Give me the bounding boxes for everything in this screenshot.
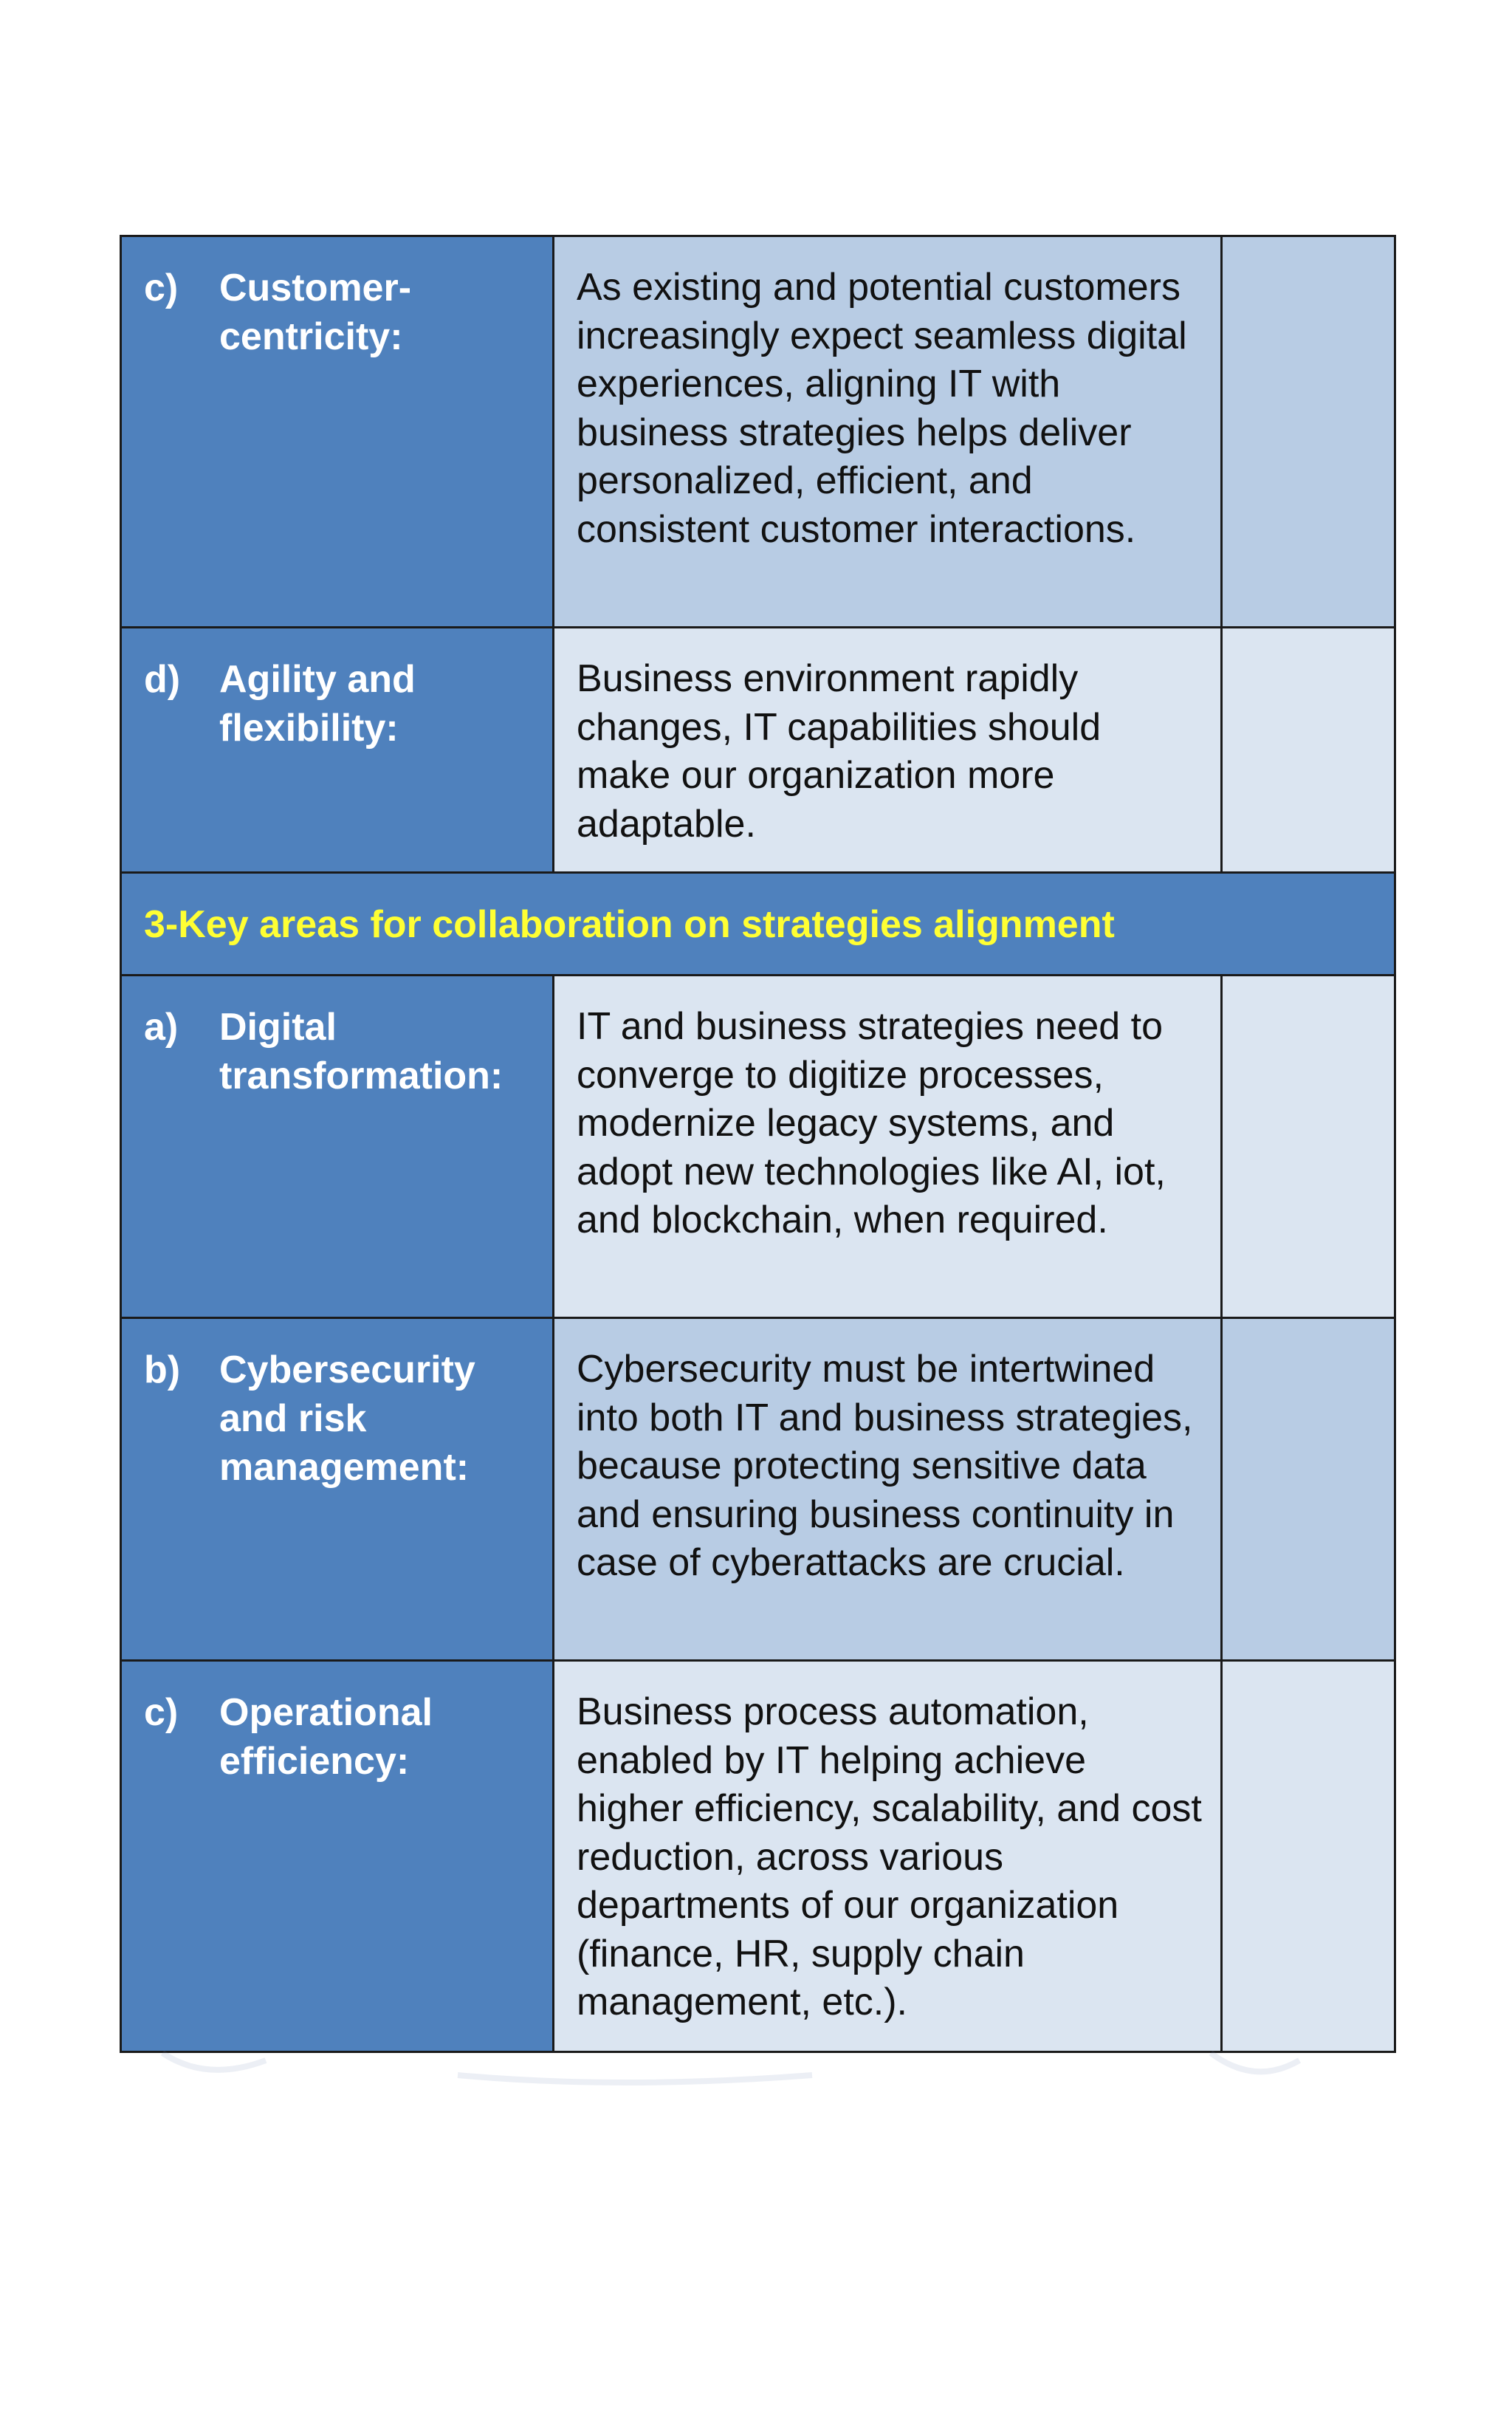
row-letter: d) <box>144 658 181 701</box>
row-description: Business environment rapidly changes, IT capabilities should make our organization more adaptable. <box>577 657 1102 846</box>
faint-watermark-graphic <box>148 2046 1358 2090</box>
table-row <box>121 236 1395 628</box>
row-description-cell <box>554 976 1222 1318</box>
row-description-cell <box>554 1318 1222 1661</box>
table-row <box>121 1318 1395 1661</box>
row-label-cell <box>121 628 554 873</box>
row-label-cell <box>121 1318 554 1661</box>
row-letter: c) <box>144 1691 179 1734</box>
row-empty-cell <box>1222 236 1395 628</box>
row-description: IT and business strategies need to converge to digitize processes, modernize legacy systems, and adopt new technologies like AI, iot, and blockchain, when required. <box>577 1005 1166 1241</box>
row-empty-cell <box>1222 1318 1395 1661</box>
table-row <box>121 976 1395 1318</box>
row-letter: c) <box>144 267 179 309</box>
row-label-cell <box>121 236 554 628</box>
row-description-cell <box>554 1661 1222 2052</box>
row-description: Business process automation, enabled by IT helping achieve higher efficiency, scalability, and cost reduction, across various departments of our organization (finance, HR, supply chain management, etc.). <box>577 1690 1202 2023</box>
row-label: Agility and flexibility: <box>219 658 416 750</box>
row-empty-cell <box>1222 628 1395 873</box>
row-description: Cybersecurity must be intertwined into both IT and business strategies, because protecting sensitive data and ensuring business continuity in case of cyberattacks are crucial. <box>577 1348 1193 1584</box>
row-description-cell <box>554 236 1222 628</box>
section-header-cell <box>121 873 1395 976</box>
section-header-row <box>121 873 1395 976</box>
table-row <box>121 1661 1395 2052</box>
row-label: Customer-centricity: <box>219 267 412 358</box>
row-label-cell <box>121 976 554 1318</box>
row-description-cell <box>554 628 1222 873</box>
row-empty-cell <box>1222 976 1395 1318</box>
row-label: Cybersecurity and risk management: <box>219 1348 475 1489</box>
row-empty-cell <box>1222 1661 1395 2052</box>
alignment-table <box>120 235 1396 2053</box>
table-row <box>121 628 1395 873</box>
section-title: 3-Key areas for collaboration on strategies alignment <box>144 903 1115 946</box>
row-label: Operational efficiency: <box>219 1691 433 1783</box>
row-description: As existing and potential customers increasingly expect seamless digital experiences, aligning IT with business strategies helps deliver personalized, efficient, and consistent customer interactions. <box>577 266 1187 551</box>
row-label-cell <box>121 1661 554 2052</box>
row-letter: b) <box>144 1348 181 1391</box>
row-label: Digital transformation: <box>219 1006 504 1097</box>
row-letter: a) <box>144 1006 179 1049</box>
